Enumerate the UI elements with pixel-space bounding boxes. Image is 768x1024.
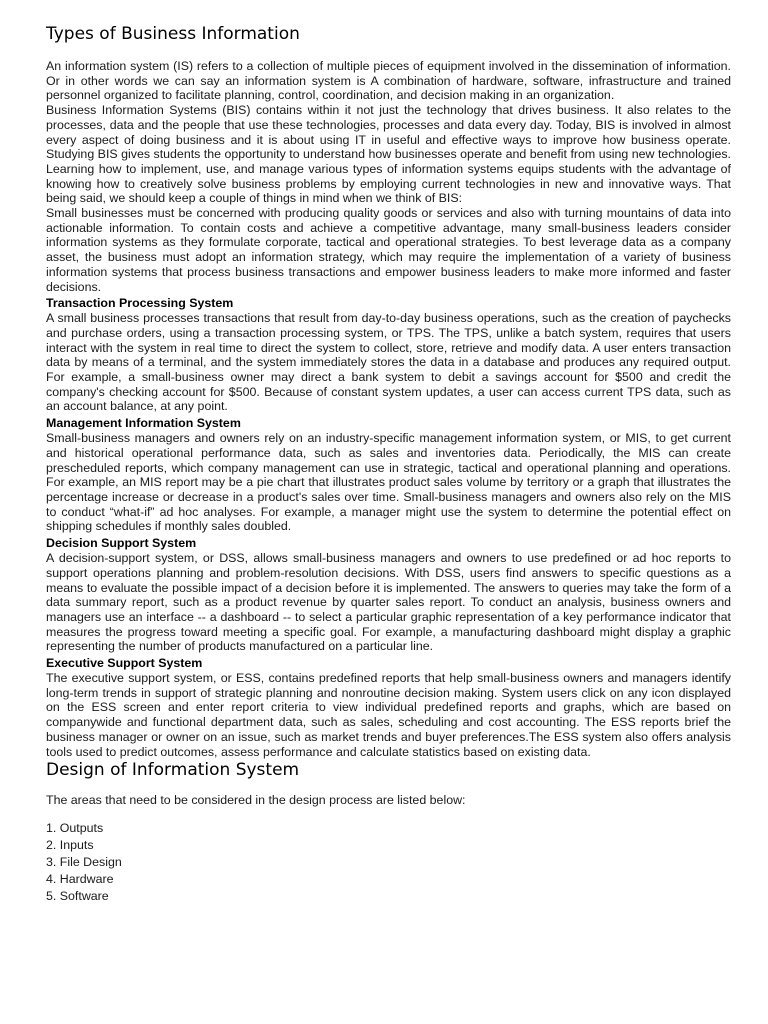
paragraph-decision-support-system: A decision-support system, or DSS, allows small-business managers and owners to use predefined or ad hoc reports to support operations planning and problem-resolution decisions. With DSS, users find answers to specific questions as a means to evaluate the possible impact of a decision before it is implemented. The answers to queries may take the form of a data summary report, such as a product revenue by quarter sales report. To conduct an analysis, business owners and managers use an interface -- a dashboard -- to select a particular graphic representation of a key performance indicator that measures the progress toward meeting a specific goal. For example, a manufacturing dashboard might display a graphic representing the number of products manufactured on a particular line. [46, 551, 731, 654]
paragraph-transaction-processing-system: A small business processes transactions that result from day-to-day business operations, such as the creation of paychecks and purchase orders, using a transaction processing system, or TPS. The TPS, unlike a batch system, requires that users interact with the system in real time to direct the system to collect, store, retrieve and modify data. A user enters transaction data by means of a terminal, and the system immediately stores the data in a database and produces any required output. For example, a small-business owner may direct a bank system to debit a savings account for $500 and credit the company's checking account for $500. Because of constant system updates, a user can access current TPS data, such as an account balance, at any point. [46, 311, 731, 414]
intro-paragraph-1: An information system (IS) refers to a collection of multiple pieces of equipment involved in the dissemination of information. Or in other words we can say an information system is A combination of hardware, software, infrastructure and trained personnel organized to facilitate planning, control, coordination, and decision making in an organization. [46, 59, 731, 103]
document-page [46, 22, 731, 905]
heading-executive-support-system: Executive Support System [46, 656, 203, 671]
heading-design-of-information-system: Design of Information System [46, 760, 300, 781]
paragraph-executive-support-system: The executive support system, or ESS, contains predefined reports that help small-business owners and managers identify long-term trends in support of strategic planning and nonroutine decision making. System users click on any icon displayed on the ESS screen and enter report criteria to view individual predefined reports and graphs, which are based on companywide and functional department data, such as sales, scheduling and cost accounting. The ESS reports brief the business manager or owner on an issue, such as market trends and buyer preferences.The ESS system also offers analysis tools used to predict outcomes, assess performance and calculate statistics based on existing data. [46, 671, 731, 759]
heading-types-of-business-information: Types of Business Information [46, 24, 300, 44]
list-item: 1. Outputs [46, 821, 104, 836]
list-item: 5. Software [46, 889, 109, 904]
design-lead-text: The areas that need to be considered in the design process are listed below: [46, 793, 466, 808]
heading-decision-support-system: Decision Support System [46, 536, 197, 551]
paragraph-management-information-system: Small-business managers and owners rely on an industry-specific management information system, or MIS, to get current and historical operational performance data, such as sales and inventories data. Periodically, the MIS can create prescheduled reports, which company management can use in strategic, tactical and operational planning and operations. For example, an MIS report may be a pie chart that illustrates product sales volume by territory or a graph that illustrates the percentage increase or decrease in a product's sales over time. Small-business managers and owners also rely on the MIS to conduct “what-if” ad hoc analyses. For example, a manager might use the system to determine the potential effect on shipping schedules if monthly sales doubled. [46, 431, 731, 534]
list-item: 2. Inputs [46, 838, 94, 853]
list-item: 4. Hardware [46, 872, 114, 887]
heading-transaction-processing-system: Transaction Processing System [46, 296, 234, 311]
list-item: 3. File Design [46, 855, 122, 870]
intro-paragraph-3: Small businesses must be concerned with producing quality goods or services and also with turning mountains of data into actionable information. To contain costs and achieve a competitive advantage, many small-business leaders consider information systems as they formulate corporate, tactical and operational strategies. To best leverage data as a company asset, the business must adopt an information strategy, which may require the implementation of a variety of business information systems that process business transactions and empower business leaders to make more informed and faster decisions. [46, 206, 731, 294]
intro-paragraph-2: Business Information Systems (BIS) contains within it not just the technology that drives business. It also relates to the processes, data and the people that use these technologies, processes and data every day. Today, BIS is involved in almost every aspect of doing business and it is about using IT in useful and effective ways to improve how business operate. Studying BIS gives students the opportunity to understand how businesses operate and benefit from using new technologies. Learning how to implement, use, and manage various types of information systems equips students with the advantage of knowing how to creatively solve business problems by employing current technologies in new and innovative ways. That being said, we should keep a couple of things in mind when we think of BIS: [46, 103, 731, 206]
design-areas-list [46, 820, 731, 905]
heading-management-information-system: Management Information System [46, 416, 241, 431]
